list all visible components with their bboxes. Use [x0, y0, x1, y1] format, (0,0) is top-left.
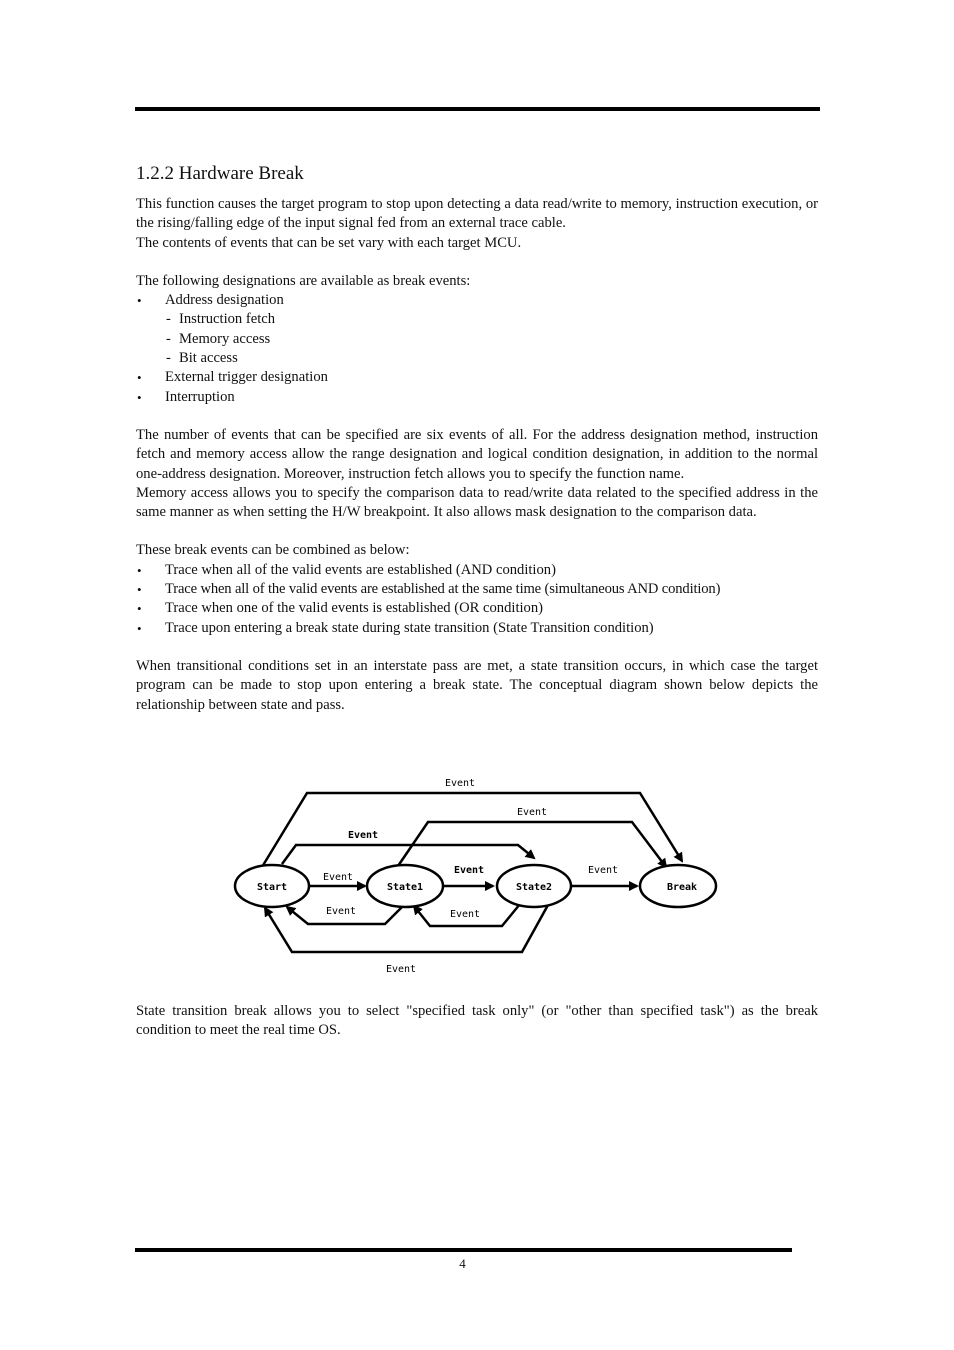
closing-paragraph: State transition break allows you to select "specified task only" (or "other than specified task") as the break condition to meet the real time OS.: [136, 1003, 818, 1039]
transition-paragraph: When transitional conditions set in an interstate pass are met, a state transition occurs, in which case the target program can be made to stop upon entering a break state. The conceptual diagram shown below depicts the relationship between state and pass.: [136, 657, 818, 713]
state-label-break: Break: [666, 882, 698, 893]
event-label: Event: [347, 830, 379, 841]
sub-list-item: - Memory access: [136, 330, 818, 349]
list-item: • Trace when one of the valid events is established (OR condition): [136, 599, 818, 618]
intro-paragraph: This function causes the target program to stop upon detecting a data read/write to memory, instruction execution, or the rising/falling edge of the input signal fed from an external trace cable.: [136, 196, 818, 232]
sub-list-item: - Instruction fetch: [136, 310, 818, 329]
designations-lead: The following designations are available as break events:: [136, 272, 471, 289]
list-item: • External trigger designation: [136, 368, 818, 387]
event-label: Event: [444, 778, 476, 789]
sub-list-item: - Bit access: [136, 349, 818, 368]
transition-start-to-break: [262, 793, 682, 867]
footer-rule: [135, 1248, 792, 1252]
list-item: • Interruption: [136, 388, 818, 407]
state-label-state1: State1: [386, 882, 424, 893]
transition-state2-to-start: [265, 905, 548, 952]
event-label: Event: [453, 865, 485, 876]
event-label: Event: [325, 906, 357, 917]
events-paragraph: The number of events that can be specified are six events of all. For the address designation method, instruction fetch and memory access allow the range designation and logical condition designation, in addition to the normal one-address designation. Moreover, instruction fetch allows you to specify the function name.: [136, 426, 818, 482]
section-title: 1.2.2 Hardware Break: [136, 163, 304, 184]
memory-access-paragraph: Memory access allows you to specify the comparison data to read/write data related to the specified address in the same manner as when setting the H/W breakpoint. It also allows mask designation to the comparison data.: [136, 484, 818, 521]
list-item-label: Address designation: [165, 292, 284, 309]
event-label: Event: [516, 807, 548, 818]
list-item: • Trace when all of the valid events are established at the same time (simultaneous AND condition): [136, 580, 818, 599]
intro-note: The contents of events that can be set vary with each target MCU.: [136, 234, 522, 251]
event-label: Event: [449, 909, 481, 920]
state-label-state2: State2: [515, 882, 553, 893]
state-label-start: Start: [256, 882, 288, 893]
combinations-lead: These break events can be combined as below:: [136, 542, 410, 559]
transition-start-to-state2: [282, 845, 534, 864]
event-label: Event: [587, 865, 619, 876]
event-label: Event: [385, 964, 417, 975]
event-label: Event: [322, 872, 354, 883]
list-item: • Trace when all of the valid events are established (AND condition): [136, 561, 818, 580]
page-number: 4: [459, 1256, 466, 1271]
list-item: • Trace upon entering a break state during state transition (State Transition condition): [136, 619, 818, 638]
